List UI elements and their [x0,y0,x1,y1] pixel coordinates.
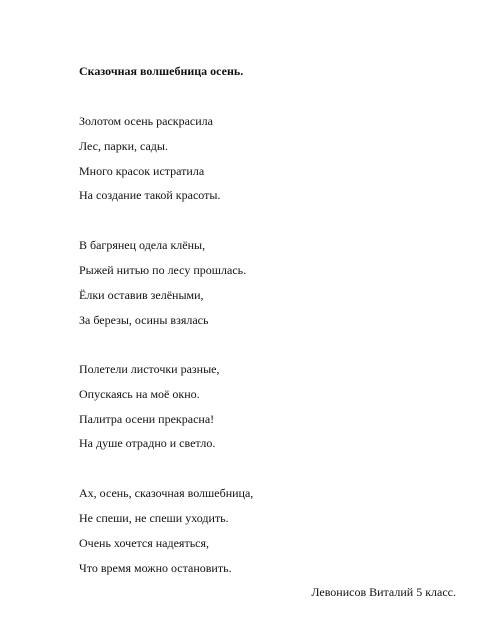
poem-line: Не спеши, не спеши уходить. [79,511,229,525]
poem-line: Полетели листочки разные, [79,362,220,376]
poem-line: Что время можно остановить. [79,561,232,575]
poem-line: Очень хочется надеяться, [79,536,210,550]
author-signature: Левонисов Виталий 5 класс. [311,585,456,599]
poem-line: Золотом осень раскрасила [79,114,213,128]
poem-line: За березы, осины взялась [79,313,209,327]
poem-line: Много красок истратила [79,164,205,178]
poem-line: Рыжей нитью по лесу прошлась. [79,263,247,277]
poem-title: Сказочная волшебница осень. [79,64,244,78]
poem-line: Палитра осени прекрасна! [79,412,215,426]
poem-line: На душе отрадно и светло. [79,436,216,450]
poem-line: Ах, осень, сказочная волшебница, [79,486,254,500]
poem-line: Опускаясь на моё окно. [79,387,200,401]
poem-line: Лес, парки, сады. [79,139,168,153]
poem-line: На создание такой красоты. [79,188,221,202]
poem-line: Ёлки оставив зелёными, [79,288,204,302]
poem-line: В багрянец одела клёны, [79,238,206,252]
